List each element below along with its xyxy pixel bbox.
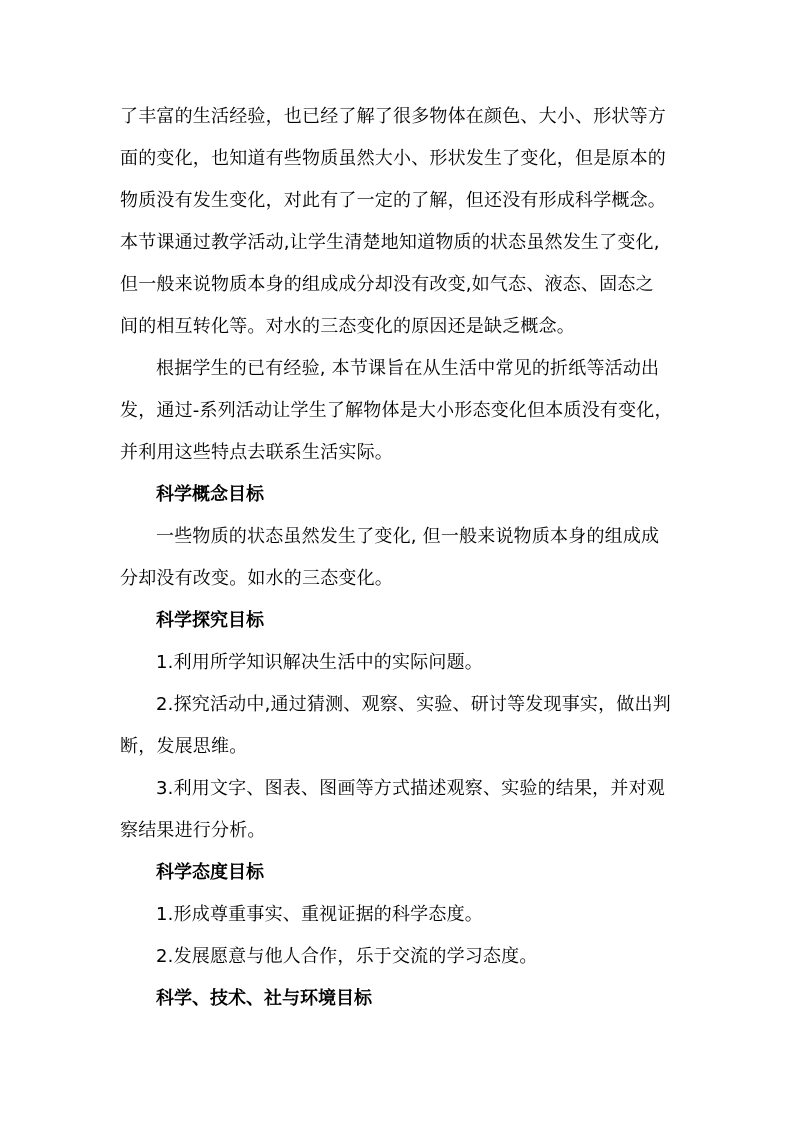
heading-science-concept: 科学概念目标	[156, 484, 264, 505]
inquiry-item-3	[120, 768, 685, 852]
text-line: 间的相互转化等。对水的三态变化的原因还是缺乏概念。	[120, 316, 575, 337]
inquiry-item-2	[120, 684, 685, 768]
paragraph-science-concept	[120, 516, 685, 600]
text-line: 了丰富的生活经验，也已经了解了很多物体在颜色、大小、形状等方	[120, 106, 666, 127]
text-line: 分却没有改变。如水的三态变化。	[120, 568, 393, 589]
text-line: 但一般来说物质本身的组成成分却没有改变,如气态、液态、固态之	[120, 274, 654, 295]
text-line: 1.形成尊重事实、重视证据的科学态度。	[156, 904, 483, 925]
text-line: 1.利用所学知识解决生活中的实际问题。	[156, 652, 483, 673]
document-body	[120, 96, 685, 1020]
heading-science-attitude: 科学态度目标	[156, 862, 264, 883]
text-line: 一些物质的状态虽然发生了变化, 但一般来说物质本身的组成成	[156, 526, 660, 547]
text-line: 并利用这些特点去联系生活实际。	[120, 442, 393, 463]
text-line: 发，通过-系列活动让学生了解物体是大小形态变化但本质没有变化，	[120, 400, 673, 421]
text-line: 断，发展思维。	[120, 736, 248, 757]
inquiry-item-1	[120, 642, 685, 684]
text-line: 2.探究活动中,通过猜测、观察、实验、研讨等发现事实，做出判	[156, 694, 671, 715]
text-line: 本节课通过教学活动,让学生清楚地知道物质的状态虽然发生了变化,	[120, 232, 660, 253]
text-line: 3.利用文字、图表、图画等方式描述观察、实验的结果，并对观	[156, 778, 665, 799]
text-line: 2.发展愿意与他人合作，乐于交流的学习态度。	[156, 946, 538, 967]
attitude-item-2	[120, 936, 685, 978]
heading-science-inquiry: 科学探究目标	[156, 610, 264, 631]
attitude-item-1	[120, 894, 685, 936]
text-line: 察结果进行分析。	[120, 820, 266, 841]
paragraph-lesson-purpose	[120, 348, 685, 474]
text-line: 面的变化，也知道有些物质虽然大小、形状发生了变化，但是原本的	[120, 148, 666, 169]
heading-sts-goals: 科学、技术、社与环境目标	[156, 988, 372, 1009]
paragraph-student-experience	[120, 96, 685, 348]
text-line: 根据学生的已有经验, 本节课旨在从生活中常见的折纸等活动出	[156, 358, 660, 379]
text-line: 物质没有发生变化，对此有了一定的了解，但还没有形成科学概念。	[120, 190, 666, 211]
